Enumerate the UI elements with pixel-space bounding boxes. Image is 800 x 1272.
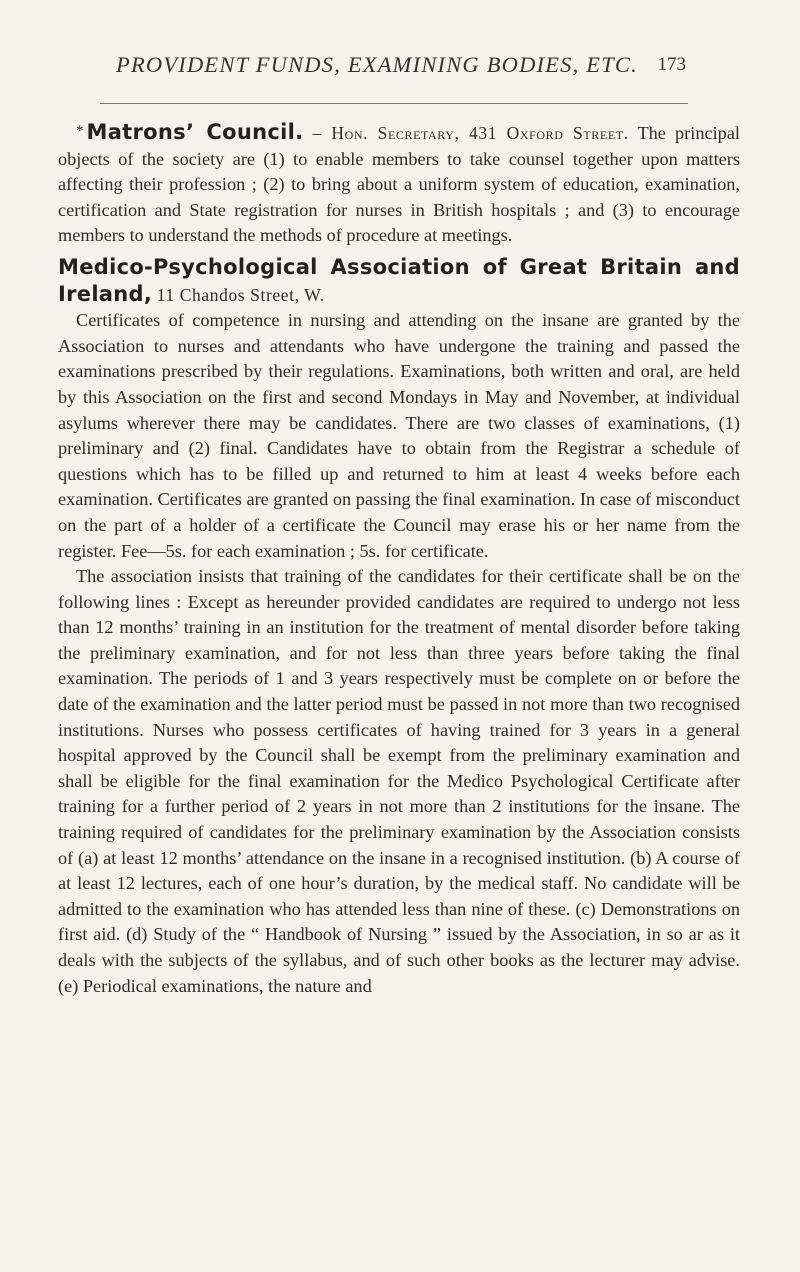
running-head bbox=[116, 52, 686, 92]
page-number: 173 bbox=[657, 54, 686, 75]
entry-paragraph: The principal objects of the society are (1) to enable members to take counsel together upon matters affecting their profession ; (2) to bring about a uniform system of education, examination, certification and State registration for nurses in British hospitals ; and (3) to encourage members to understand the methods of procedure at meetings. bbox=[58, 123, 741, 246]
running-title: PROVIDENT FUNDS, EXAMINING BODIES, ETC. bbox=[116, 52, 638, 77]
org-address: – Hon. Secretary, 431 Oxford Street. bbox=[312, 123, 629, 143]
entry-paragraph: Certificates of competence in nursing and attending on the insane are granted by the Association to nurses and attendants who have undergone the training and passed the examinations prescribed by their regulations. Examinations, both written and oral, are held by this Association on the first and second Mondays in May and November, at individual asylums wherever there may be candidates. There are two classes of examinations, (1) preliminary and (2) final. Candidates have to obtain from the Registrar a schedule of questions which has to be filled up and returned to him at least 4 weeks before each examination. Certificates are granted on passing the final examination. In case of misconduct on the part of a holder of a certificate the Council may erase his or her name from the register. Fee—5s. for each examination ; 5s. for certificate. bbox=[58, 310, 740, 561]
entry-medico-psychological-association bbox=[58, 255, 740, 999]
entry-paragraph: The association insists that training of the candidates for their certificate shall be on the following lines : Except as hereunder provided candidates are required to undergo not less than 12 months’ training in an institution for the treatment of mental disorder before taking the preliminary examination, and for not less than three years before taking the final examination. The periods of 1 and 3 years respectively must be complete on or before the date of the examination and the latter period must be passed in not more than two recognised institutions. Nurses who possess certificates of having trained for 3 years in a general hospital approved by the Council shall be exempt from the preliminary examination and shall be eligible for the final examination for the Medico Psychological Certificate after training for a further period of 2 years in not more than 2 institutions for the insane. The training required of candidates for the preliminary examination by the Association consists of (a) at least 12 months’ attendance on the insane in a recognised institution. (b) A course of at least 12 lectures, each of one hour’s duration, by the medical staff. No candidate will be admitted to the examination who has attended less than nine of these. (c) Demonstrations on first aid. (d) Study of the “ Handbook of Nursing ” issued by the Association, in so ar as it deals with the subjects of the syllabus, and of such other books as the lecturer may advise. (e) Periodical examinations, the nature and bbox=[58, 566, 740, 996]
org-name: Medico-Psychological Association of Great Britain and Ireland, bbox=[58, 254, 740, 306]
org-name: Matrons’ Council. bbox=[86, 120, 304, 144]
asterisk-marker: * bbox=[76, 123, 84, 139]
org-address: 11 Chandos Street, W. bbox=[156, 284, 325, 305]
body-text bbox=[58, 119, 740, 1005]
entry-matrons-council bbox=[58, 119, 740, 249]
header-rule bbox=[100, 103, 688, 104]
